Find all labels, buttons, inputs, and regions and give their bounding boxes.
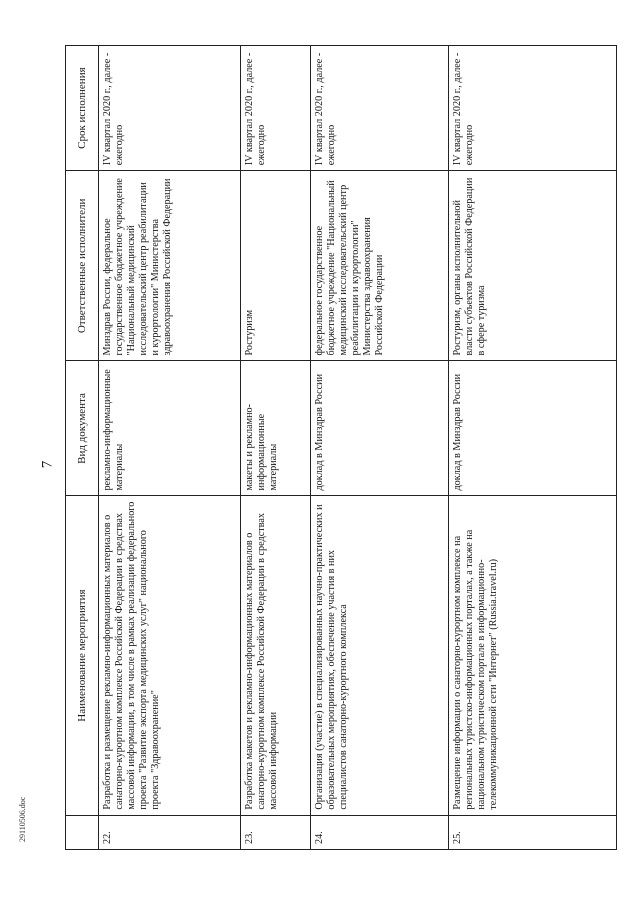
events-table: [65, 45, 617, 850]
document-type: доклад в Минздрав России: [311, 361, 449, 496]
row-number: 22.: [99, 815, 241, 849]
table-row: [241, 46, 311, 850]
table-row: [99, 46, 241, 850]
deadline: IV квартал 2020 г., далее - ежегодно: [241, 46, 311, 171]
deadline: IV квартал 2020 г., далее - ежегодно: [449, 46, 617, 171]
header-name: Наименование мероприятия: [66, 496, 99, 815]
table-row: [311, 46, 449, 850]
table-container: [65, 45, 617, 850]
deadline: IV квартал 2020 г., далее - ежегодно: [311, 46, 449, 171]
event-name: Разработка и размещение рекламно-информационных материалов о санаторно-курортном комплексе Российской Федерации в средствах массовой информации, в том числе в рамках реализации федерального проекта "Развитие экспорта медицинских услуг" национального проекта "Здравоохранение": [99, 496, 241, 815]
table-row: [449, 46, 617, 850]
row-number: 24.: [311, 815, 449, 849]
deadline: IV квартал 2020 г., далее - ежегодно: [99, 46, 241, 171]
document-type: рекламно-информационные материалы: [99, 361, 241, 496]
event-name: Организация (участие) в специализированных научно-практических и образовательных мероприятиях, обеспечение участия в них специалистов санаторно-курортного комплекса: [311, 496, 449, 815]
document-code: 29110506.doc: [18, 796, 27, 842]
page-number: 7: [39, 460, 56, 469]
header-doc-type: Вид документа: [66, 361, 99, 496]
event-name: Разработка макетов и рекламно-информационных материалов о санаторно-курортном комплексе Российской Федерации в средствах массовой информации: [241, 496, 311, 815]
header-num: [66, 815, 99, 849]
document-type: макеты и рекламно-информационные материалы: [241, 361, 311, 496]
header-term: Срок исполнения: [66, 46, 99, 171]
header-executors: Ответственные исполнители: [66, 171, 99, 361]
table-header-row: [66, 46, 99, 850]
responsible-executors: Минздрав России, федеральное государственное бюджетное учреждение "Национальный медицинский исследовательский центр реабилитации и курортологии" Министерства здравоохранения Российской Федерации: [99, 171, 241, 361]
row-number: 23.: [241, 815, 311, 849]
event-name: Размещение информации о санаторно-курортном комплексе на региональных туристско-информационных порталах, а также на национальном туристическом портале в информационно-телекоммуникационной сети "Интернет" (Russia.travel.ru): [449, 496, 617, 815]
responsible-executors: федеральное государственное бюджетное учреждение "Национальный медицинский исследовательский центр реабилитации и курортологии" Министерства здравоохранения Российской Федерации: [311, 171, 449, 361]
document-type: доклад в Минздрав России: [449, 361, 617, 496]
responsible-executors: Ростуризм: [241, 171, 311, 361]
responsible-executors: Ростуризм, органы исполнительной власти субъектов Российской Федерации в сфере туризма: [449, 171, 617, 361]
row-number: 25.: [449, 815, 617, 849]
